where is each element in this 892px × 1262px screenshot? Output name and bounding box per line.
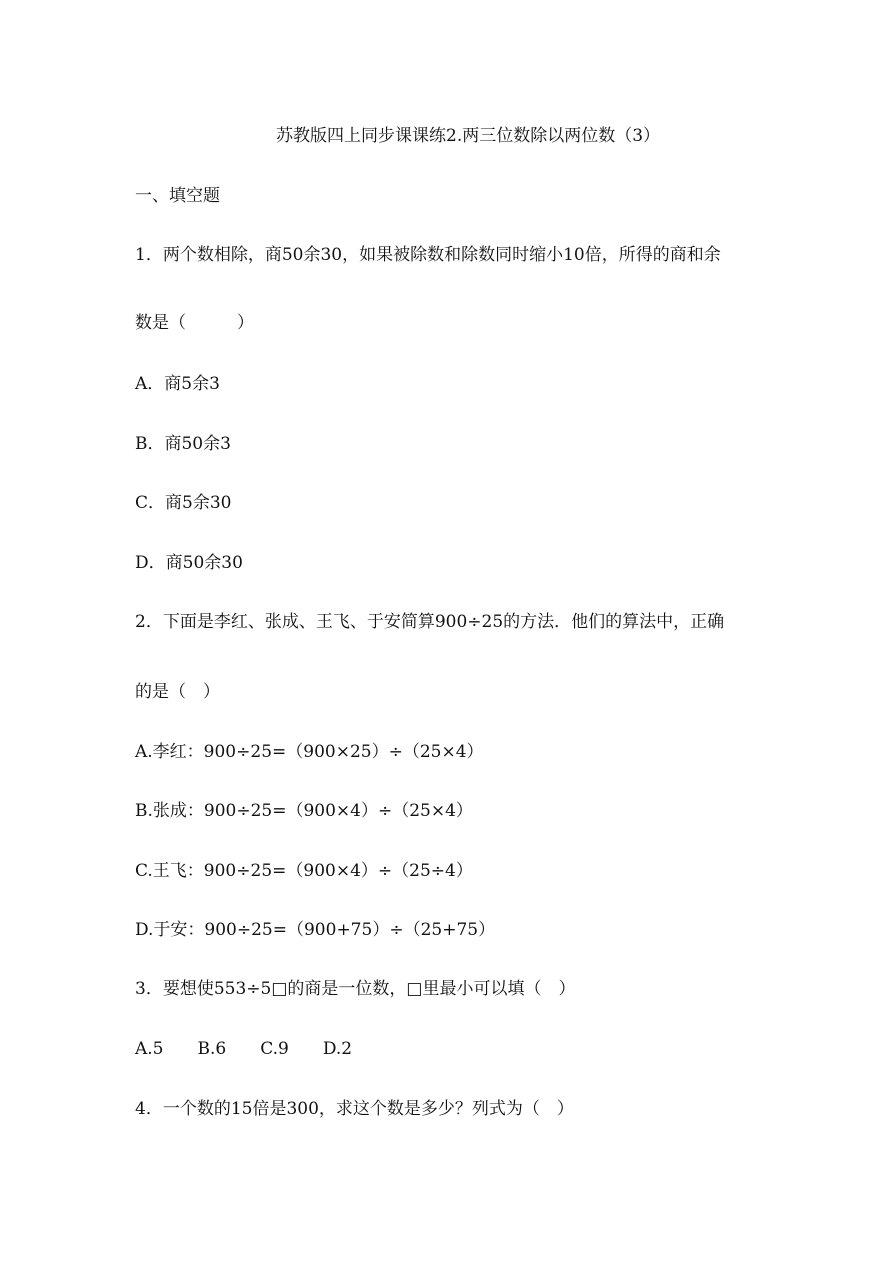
question-2-line-1: 2．下面是李红、张成、王飞、于安简算900÷25的方法．他们的算法中，正确 <box>135 612 725 632</box>
question-1-option-c: C．商5余30 <box>135 493 232 513</box>
question-2-option-b: B.张成：900÷25=（900×4）÷（25×4） <box>135 801 473 821</box>
question-2-option-d: D.于安：900÷25=（900+75）÷（25+75） <box>135 920 496 940</box>
question-4-line-1: 4．一个数的15倍是300，求这个数是多少？列式为（ ） <box>135 1099 574 1119</box>
question-1-line-2: 数是（ ） <box>135 313 254 333</box>
question-2-option-a: A.李红：900÷25=（900×25）÷（25×4） <box>135 742 484 762</box>
page-title: 苏教版四上同步课课练2.两三位数除以两位数（3） <box>276 126 661 146</box>
question-1-option-a: A．商5余3 <box>135 374 220 394</box>
question-2-option-c: C.王飞：900÷25=（900×4）÷（25÷4） <box>135 861 473 881</box>
section-heading: 一、填空题 <box>135 186 220 206</box>
question-1-line-1: 1．两个数相除，商50余30，如果被除数和除数同时缩小10倍，所得的商和余 <box>135 245 721 265</box>
question-2-line-2: 的是（ ） <box>135 682 220 702</box>
question-1-option-d: D．商50余30 <box>135 553 243 573</box>
question-1-option-b: B．商50余3 <box>135 434 231 454</box>
question-3-options: A.5 B.6 C.9 D.2 <box>135 1039 353 1059</box>
question-3-line-1: 3．要想使553÷5□的商是一位数，□里最小可以填（ ） <box>135 979 576 999</box>
